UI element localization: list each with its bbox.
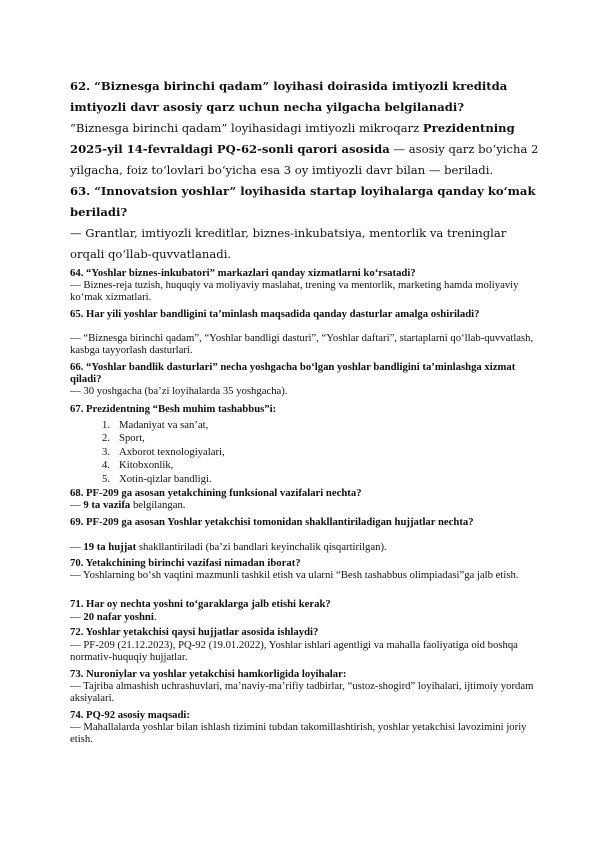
question-65: 65. Har yili yoshlar bandligini ta’minlash maqsadida qanday dasturlar amalga oshiriladi? xyxy=(70,308,480,320)
answer-73: — Tajriba almashish uchrashuvlari, ma’naviy-ma’rifiy tadbirlar, “ustoz-shogird” loyihalari, ijtimoiy yordam aksiyalari. xyxy=(70,680,534,704)
initiatives-list xyxy=(102,419,402,486)
answer-72: — PF-209 (21.12.2023), PQ-92 (19.01.2022), Yoshlar ishlari agentligi va mahalla faoliyatiga oid boshqa normativ-huquqiy hujjatlar. xyxy=(70,639,518,663)
question-68: 68. PF-209 ga asosan yetakchining funksional vazifalari nechta? xyxy=(70,487,362,499)
question-70: 70. Yetakchining birinchi vazifasi nimadan iborat? xyxy=(70,557,301,569)
answer-63: — Grantlar, imtiyozli kreditlar, biznes-inkubatsiya, mentorlik va treninglar orqali qo‘llab-quvvatlanadi. xyxy=(70,226,507,261)
answer-62-text: “Biznesga birinchi qadam” loyihasidagi imtiyozli mikroqarz xyxy=(70,121,423,135)
question-74: 74. PQ-92 asosiy maqsadi: xyxy=(70,709,190,721)
question-67: 67. Prezidentning “Besh muhim tashabbus”i: xyxy=(70,403,277,415)
answer-62-tail: — asosiy qarz bo‘yicha 2 yilgacha, foiz to‘lovlari bo‘yicha esa 3 oy imtiyozli davr bilan — beriladi. xyxy=(70,142,539,177)
question-64: 64. “Yoshlar biznes-inkubatori” markazlari qanday xizmatlarni ko‘rsatadi? xyxy=(70,267,416,279)
answer-71-bold: 20 nafar yoshni xyxy=(83,611,154,623)
answer-68-bold: 9 ta vazifa xyxy=(83,499,131,511)
question-62: 62. “Biznesga birinchi qadam” loyihasi doirasida imtiyozli kreditda imtiyozli davr asosiy qarz uchun necha yilgacha belgilanadi? xyxy=(70,79,508,114)
answer-66: — 30 yoshgacha (ba’zi loyihalarda 35 yoshgacha). xyxy=(70,385,288,397)
answer-62 xyxy=(70,118,540,181)
answer-69-bold: 19 ta hujjat xyxy=(83,541,137,553)
list-item: 4. Kitobxonlik, xyxy=(102,459,174,472)
list-item: 3. Axborot texnologiyalari, xyxy=(102,445,225,458)
question-66: 66. “Yoshlar bandlik dasturlari” necha yoshgacha bo‘lgan yoshlar bandligini ta’minlashga xizmat qiladi? xyxy=(70,361,516,385)
question-63: 63. “Innovatsion yoshlar” loyihasida startap loyihalarga qanday ko‘mak beriladi? xyxy=(70,184,536,219)
answer-70: — Yoshlarning bo‘sh vaqtini mazmunli tashkil etish va ularni “Besh tashabbus olimpiadasi”ga jalb etish. xyxy=(70,569,519,581)
answer-62-bold: Prezidentning 2025-yil 14-fevraldagi PQ-62-sonli qarori asosida xyxy=(70,121,515,156)
answer-74: — Mahallalarda yoshlar bilan ishlash tizimini tubdan takomillashtirish, yoshlar yetakchisi lavozimini joriy etish. xyxy=(70,721,527,745)
answer-64: — Biznes-reja tuzish, huquqiy va moliyaviy maslahat, trening va mentorlik, marketing hamda moliyaviy ko‘mak xizmatlari. xyxy=(70,279,519,303)
list-item: 1. Madaniyat va san’at, xyxy=(102,419,209,431)
answer-69: — 19 ta hujjat shakllantiriladi (ba’zi bandlari keyinchalik qisqartirilgan). xyxy=(70,541,387,553)
question-71: 71. Har oy nechta yoshni to‘garaklarga jalb etishi kerak? xyxy=(70,598,331,610)
list-item: 5. Xotin-qizlar bandligi. xyxy=(102,472,212,485)
question-73: 73. Nuroniylar va yoshlar yetakchisi hamkorligida loyihalar: xyxy=(70,668,347,680)
answer-71: — 20 nafar yoshni. xyxy=(70,611,157,623)
list-item: 2. Sport, xyxy=(102,432,145,445)
question-69: 69. PF-209 ga asosan Yoshlar yetakchisi tomonidan shakllantiriladigan hujjatlar nechta? xyxy=(70,516,474,528)
question-72: 72. Yoshlar yetakchisi qaysi hujjatlar asosida ishlaydi? xyxy=(70,626,319,638)
answer-68: — 9 ta vazifa belgilangan. xyxy=(70,499,186,511)
answer-65: — “Biznesga birinchi qadam”, “Yoshlar bandligi dasturi”, “Yoshlar daftari”, startaplarni qo‘llab-quvvatlash, kasbga tayyorlash dasturlari. xyxy=(70,332,534,356)
